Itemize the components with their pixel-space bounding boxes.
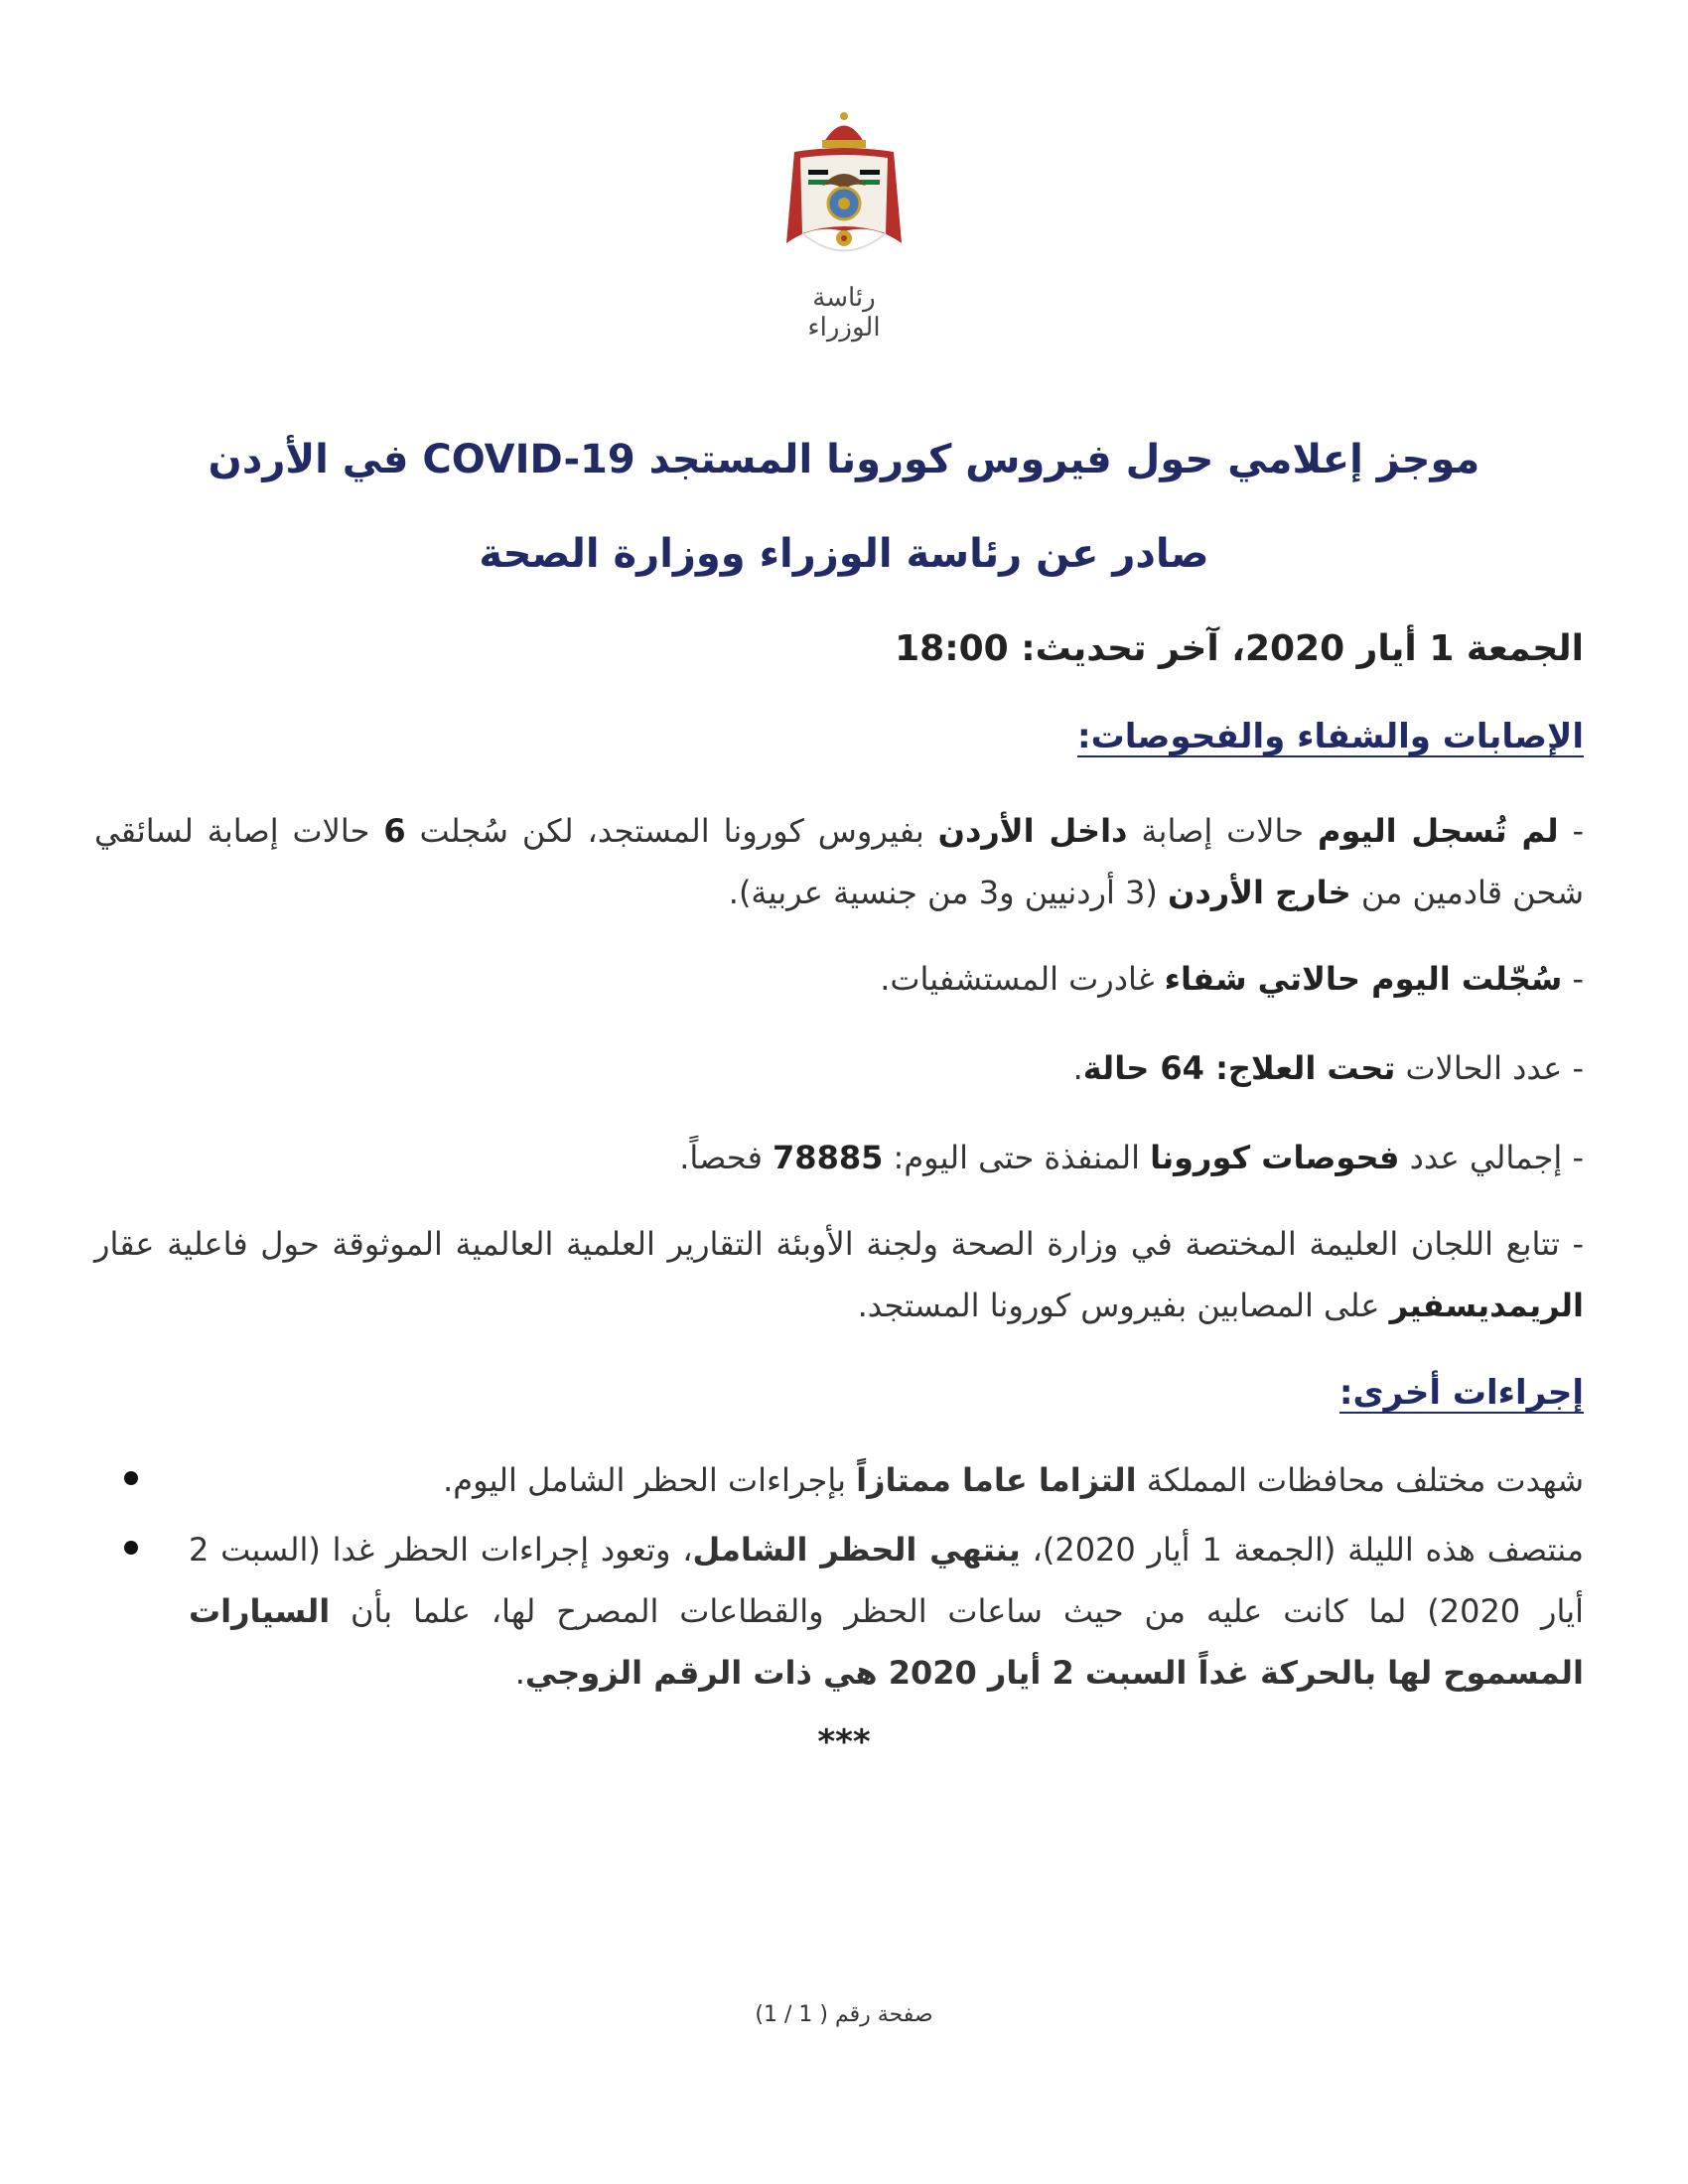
list-item [189,1449,1584,1511]
text-span: - [1562,960,1584,998]
section-heading-cases: الإصابات والشفاء والفحوصات: [1077,717,1584,756]
document-title: موجز إعلامي حول فيروس كورونا المستجد COVID-19 في الأردن [208,437,1480,482]
text-span: - [1558,812,1585,850]
text-span: شهدت مختلف محافظات المملكة [1136,1461,1584,1499]
paragraph-under-treatment [94,1037,1584,1099]
bullet-icon [124,1471,138,1485]
document-subtitle: صادر عن رئاسة الوزراء ووزارة الصحة [479,531,1209,577]
text-span: بإجراءات الحظر الشامل اليوم. [443,1461,857,1499]
text-span: حالات إصابة لسائقي شحن قادمين من [94,812,1584,911]
emblem-caption: رئاسة الوزراء [807,283,881,342]
text-span: حالات إصابة [1127,812,1318,850]
paragraph-recoveries [94,948,1584,1010]
text-span: - عدد الحالات [1395,1049,1584,1087]
bold-span: ينتهي الحظر الشامل [692,1531,1021,1569]
bold-span: تحت العلاج: 64 حالة [1082,1049,1396,1087]
list-item [189,1519,1584,1704]
bullet-icon [124,1541,138,1555]
bullet-list [94,1449,1584,1711]
bold-span: 78885 [773,1139,884,1176]
bold-span: 6 [383,812,406,850]
text-span: منتصف هذه الليلة (الجمعة 1 أيار 2020)، [1020,1531,1585,1569]
text-span: (3 أردنيين و3 من جنسية عربية). [728,874,1169,911]
bold-span: خارج الأردن [1168,874,1351,911]
emblem [774,104,914,342]
text-span: - إجمالي عدد [1399,1139,1584,1176]
text-span: - تتابع اللجان العليمة المختصة في وزارة الصحة ولجنة الأوبئة التقارير العلمية العالمية الموثوقة حول فاعلية عقار [94,1225,1584,1263]
date-line: الجمعة 1 أيار 2020، آخر تحديث: 18:00 [895,628,1584,669]
bold-span: التزاما عاما ممتازاً [856,1461,1137,1499]
separator: *** [817,1722,871,1762]
text-span: . [1072,1049,1083,1087]
text-span: غادرت المستشفيات. [880,960,1165,998]
section-heading-other-measures: إجراءات أخرى: [1338,1373,1584,1413]
text-span: ، وتعود إجراءات الحظر غدا (السبت 2 أيار 2020) لما كانت عليه من حيث ساعات الحظر والقطاعات المصرح لها، علما بأن [189,1531,1585,1630]
text-span: . [514,1654,525,1692]
text-span: على المصابين بفيروس كورونا المستجد. [857,1287,1390,1324]
bold-span: لم تُسجل اليوم [1317,812,1559,850]
bold-span: السيارات المسموح لها بالحركة غداً السبت 2 أيار 2020 هي ذات الرقم الزوجي [189,1592,1584,1692]
page-number: صفحة رقم ( 1 / 1) [755,2002,933,2027]
text-span: فحصاً. [679,1139,774,1176]
text-span: المنفذة حتى اليوم: [883,1139,1151,1176]
bold-span: سُجّلت اليوم حالاتي شفاء [1164,960,1563,998]
paragraph-new-cases [94,800,1584,923]
bold-span: فحوصات كورونا [1150,1139,1400,1176]
bold-span: داخل الأردن [937,812,1128,850]
paragraph-remdesivir [94,1213,1584,1336]
bold-span: الريمديسفير [1389,1287,1584,1324]
jordan-coat-of-arms-icon [774,104,914,278]
paragraph-tests [94,1127,1584,1188]
text-span: بفيروس كورونا المستجد، لكن سُجلت [405,812,938,850]
